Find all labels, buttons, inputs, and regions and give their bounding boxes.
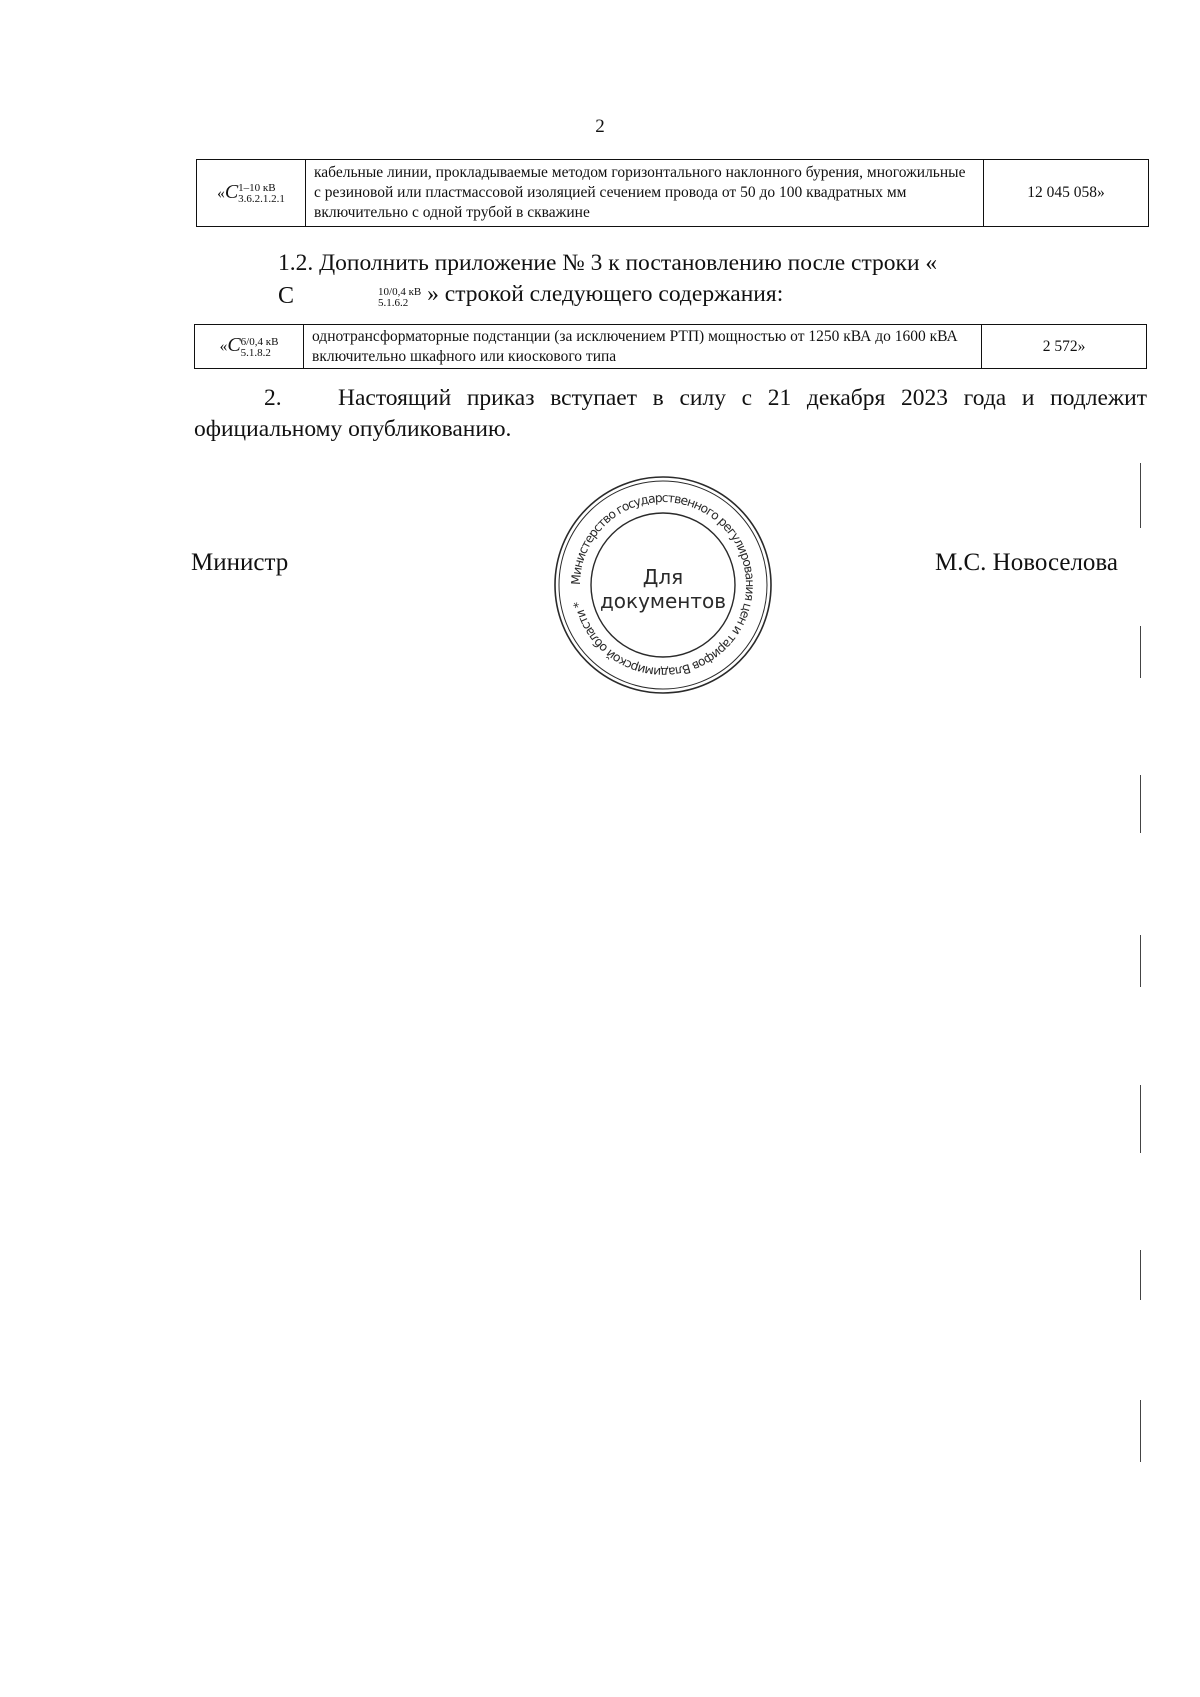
rate-description: однотрансформаторные подстанции (за исключением РТП) мощностью от 1250 кВА до 1600 кВА включительно шкафного или киоскового типа <box>304 325 982 369</box>
seal-center-line-2: документов <box>599 589 727 613</box>
paragraph-2-text: Настоящий приказ вступает в силу с 21 декабря 2023 года и подлежит официальному опубликованию. <box>194 385 1147 442</box>
scan-artifact <box>1140 1250 1141 1300</box>
quote-open: « <box>219 338 228 356</box>
rate-code-subscript: 5.1.8.2 <box>240 346 271 359</box>
scan-artifact <box>1140 935 1141 987</box>
table-row <box>195 325 1147 369</box>
scan-artifact <box>1140 463 1141 528</box>
inline-code-superscript: 10/0,4 кВ <box>378 285 422 298</box>
rate-code-letter: C <box>224 180 239 203</box>
seal-center-line-1: Для <box>642 565 684 589</box>
rate-code-subscript: 3.6.2.1.2.1 <box>238 193 285 206</box>
paragraph-1-2-lead: 1.2. Дополнить приложение № 3 к постановлению после строки « <box>278 250 938 276</box>
official-seal <box>552 474 774 696</box>
rate-code-cell <box>195 325 304 369</box>
rate-code-letter: C <box>227 334 241 357</box>
table-row <box>197 160 1149 227</box>
paragraph-1-2 <box>194 248 1147 310</box>
rate-code-superscript: 6/0,4 кВ <box>240 335 279 348</box>
scan-artifact <box>1140 1400 1141 1462</box>
seal-ring-text: Министерство государственного регулирования цен и тарифов Владимирской области * <box>568 490 758 680</box>
paragraph-2-number: 2. <box>264 385 282 411</box>
inline-code-letter: C <box>278 283 295 309</box>
rate-value: 2 572» <box>982 325 1147 369</box>
rate-code-superscript: 1–10 кВ <box>238 182 276 195</box>
rate-code-cell <box>197 160 306 227</box>
rate-value: 12 045 058» <box>984 160 1149 227</box>
quote-open: « <box>217 184 225 202</box>
scan-artifact <box>1140 775 1141 833</box>
scan-artifact <box>1140 626 1141 678</box>
tariff-table-1 <box>196 159 1149 227</box>
paragraph-2 <box>194 383 1147 445</box>
page-number: 2 <box>595 116 605 137</box>
tariff-table-2 <box>194 324 1147 369</box>
signatory-name: М.С. Новоселова <box>934 549 1118 576</box>
inline-rate-code <box>194 284 421 309</box>
rate-description: кабельные линии, прокладываемые методом горизонтального наклонного бурения, многожильные с резиновой или пластмассовой изоляцией сечением провода от 50 до 100 квадратных мм включительно с одной трубой в скважине <box>306 160 984 227</box>
scan-artifact <box>1140 1085 1141 1153</box>
paragraph-1-2-tail: » строкой следующего содержания: <box>421 281 784 307</box>
inline-code-subscript: 5.1.6.2 <box>378 296 409 309</box>
signatory-title: Министр <box>191 549 289 576</box>
